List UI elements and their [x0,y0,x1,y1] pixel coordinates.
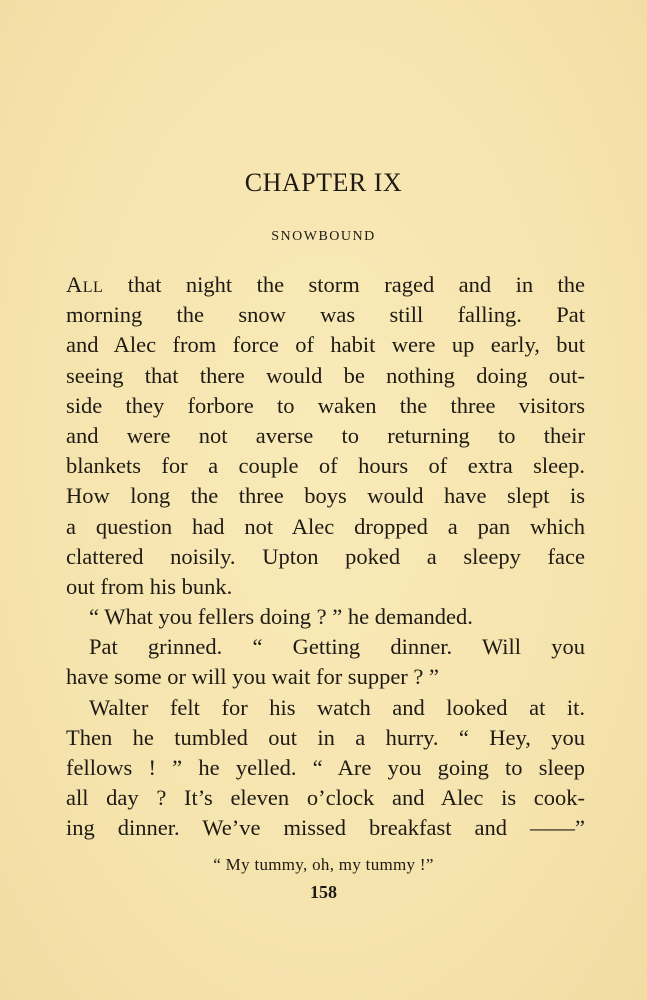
body-text [66,270,585,844]
text-line: Pat grinned. “ Getting dinner. Will you [89,634,585,660]
lead-word: All [66,272,104,297]
text-line: morning the snow was still falling. Pat [66,302,585,328]
text-line: clattered noisily. Upton poked a sleepy face [66,543,585,569]
text-line: All that night the storm raged and in the [66,272,585,297]
chapter-subtitle: SNOWBOUND [271,229,376,244]
chapter-title: CHAPTER IX [244,168,403,197]
text-line: a question had not Alec dropped a pan which [66,513,585,539]
text-line: fellows ! ” he yelled. “ Are you going to sleep [66,755,585,780]
illustration-caption: “ My tummy, oh, my tummy !” [213,855,434,874]
text-line: and were not averse to returning to their [66,422,585,448]
text-line: seeing that there would be nothing doing out- [66,362,585,388]
text-line: all day ? It’s eleven o’clock and Alec is cook- [66,785,585,811]
text-line: out from his bunk. [66,573,233,599]
text-line: and Alec from force of habit were up early, but [66,332,585,358]
text-line: “ What you fellers doing ? ” he demanded. [89,604,473,630]
text-line: side they forbore to waken the three visitors [66,392,585,418]
text-line: How long the three boys would have slept is [66,483,585,509]
text-line: Then he tumbled out in a hurry. “ Hey, you [66,724,585,750]
text-line: have some or will you wait for supper ? ” [66,664,440,690]
text-line: ing dinner. We’ve missed breakfast and ——” [66,815,585,841]
text-line: Walter felt for his watch and looked at it. [89,694,585,720]
page-number: 158 [310,882,337,902]
text-line: blankets for a couple of hours of extra sleep. [66,453,585,479]
